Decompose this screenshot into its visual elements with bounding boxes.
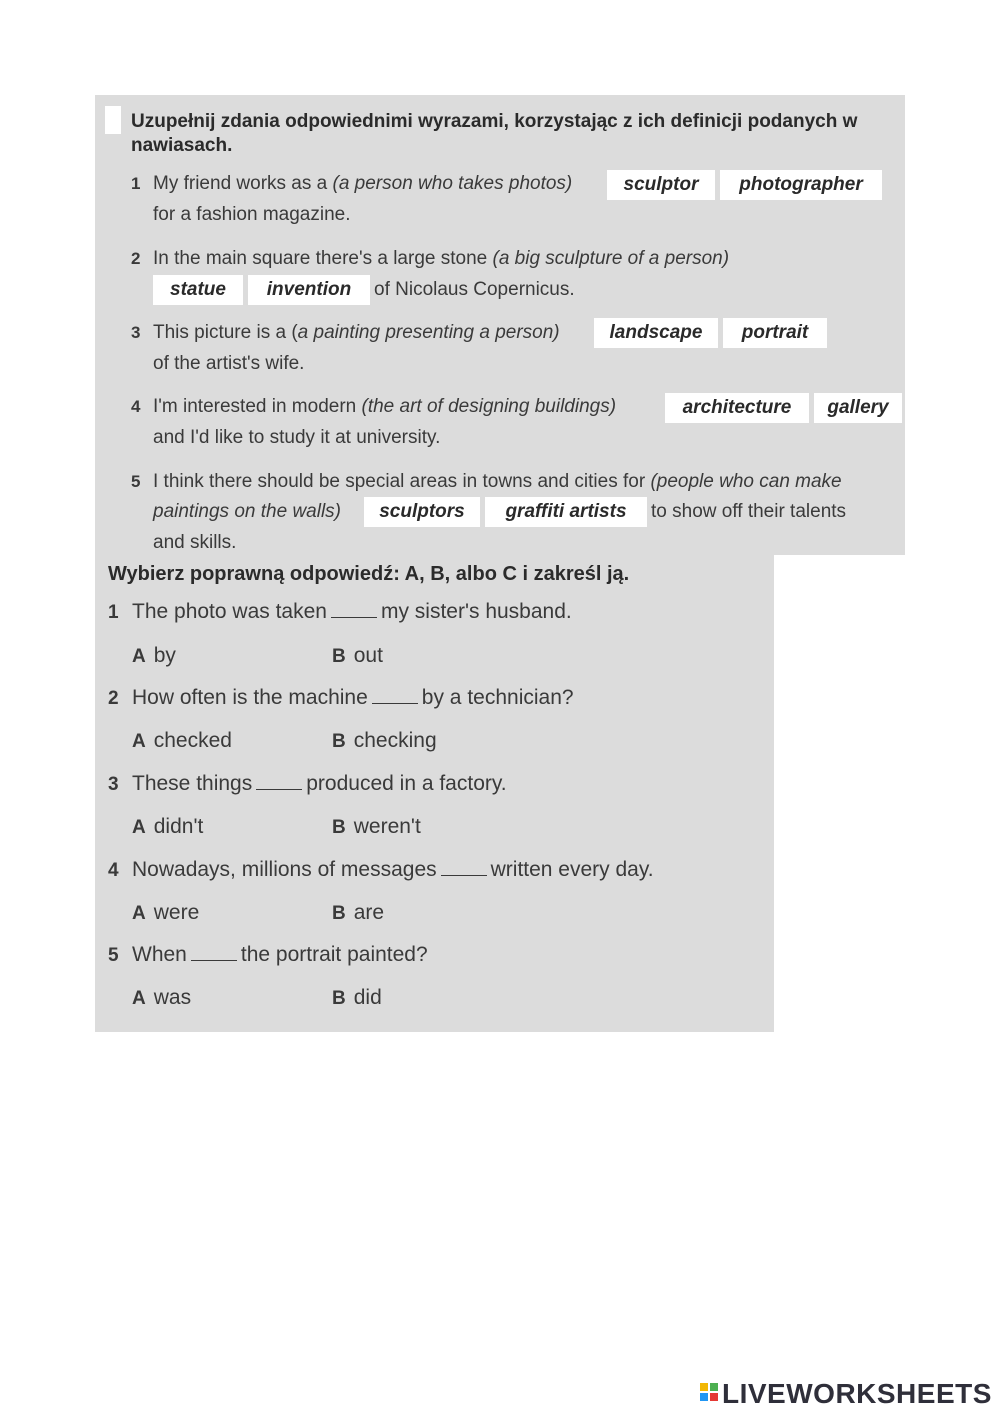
exercise2-title: Wybierz poprawną odpowiedź: A, B, albo C i zakreśl ją. xyxy=(108,563,630,585)
option-b[interactable]: B are xyxy=(332,901,385,924)
item-number: 4 xyxy=(131,397,141,416)
blank xyxy=(372,702,418,704)
answer-option[interactable]: invention xyxy=(248,275,370,305)
option-a[interactable]: A didn't xyxy=(132,815,204,838)
answer-option[interactable]: architecture xyxy=(665,393,809,423)
question-text: Nowadays, millions of messages written every day. xyxy=(132,858,654,881)
item-number: 1 xyxy=(131,174,141,193)
blank xyxy=(191,959,237,961)
question-text: These things produced in a factory. xyxy=(132,772,507,795)
item-number: 2 xyxy=(131,249,141,268)
answer-option[interactable]: sculptor xyxy=(607,170,715,200)
answer-option[interactable]: gallery xyxy=(814,393,902,423)
option-a[interactable]: A was xyxy=(132,986,192,1009)
item-text: I'm interested in modern (the art of designing buildings) xyxy=(153,396,617,417)
blank xyxy=(331,616,377,618)
item-text-continued: of Nicolaus Copernicus. xyxy=(374,279,575,300)
exercise1-title: Uzupełnij zdania odpowiednimi wyrazami, korzystając z ich definicji podanych w nawiasach. xyxy=(131,111,858,156)
item-text: In the main square there's a large stone (a big sculpture of a person) xyxy=(153,248,730,269)
question-number: 1 xyxy=(108,602,119,623)
item-text: This picture is a (a painting presenting a person) xyxy=(153,322,560,343)
item-number: 5 xyxy=(131,472,141,491)
option-a[interactable]: A checked xyxy=(132,729,232,752)
answer-option[interactable]: graffiti artists xyxy=(485,497,647,527)
item-text: I think there should be special areas in towns and cities for (people who can make xyxy=(153,471,842,492)
item-text-continued: for a fashion magazine. xyxy=(153,204,351,225)
item-hint-continued: paintings on the walls) xyxy=(153,501,341,522)
question-number: 3 xyxy=(108,774,119,795)
option-b[interactable]: B checking xyxy=(332,729,437,752)
question-number: 5 xyxy=(108,945,119,966)
item-number: 3 xyxy=(131,323,141,342)
item-text-continued: and skills. xyxy=(153,532,237,553)
option-b[interactable]: B out xyxy=(332,644,383,667)
item-text: My friend works as a (a person who takes photos) xyxy=(153,173,573,194)
option-a[interactable]: A were xyxy=(132,901,200,924)
brand-name: LIVEWORKSHEETS xyxy=(722,1378,992,1409)
item-text-continued: of the artist's wife. xyxy=(153,353,305,374)
blank xyxy=(256,788,302,790)
answer-option[interactable]: landscape xyxy=(594,318,718,348)
question-text: When the portrait painted? xyxy=(132,943,428,966)
question-text: The photo was taken my sister's husband. xyxy=(132,600,572,623)
option-b[interactable]: B weren't xyxy=(332,815,421,838)
option-b[interactable]: B did xyxy=(332,986,382,1009)
question-number: 4 xyxy=(108,860,119,881)
blank xyxy=(441,874,487,876)
exercise-marker xyxy=(105,106,121,134)
answer-option[interactable]: statue xyxy=(153,275,243,305)
option-a[interactable]: A by xyxy=(132,644,176,667)
question-text: How often is the machine by a technician? xyxy=(132,686,574,709)
answer-option[interactable]: photographer xyxy=(720,170,882,200)
answer-option[interactable]: sculptors xyxy=(364,497,480,527)
answer-option[interactable]: portrait xyxy=(723,318,827,348)
item-text-continued: and I'd like to study it at university. xyxy=(153,427,441,448)
question-number: 2 xyxy=(108,688,119,709)
item-text-continued: to show off their talents xyxy=(651,501,847,522)
